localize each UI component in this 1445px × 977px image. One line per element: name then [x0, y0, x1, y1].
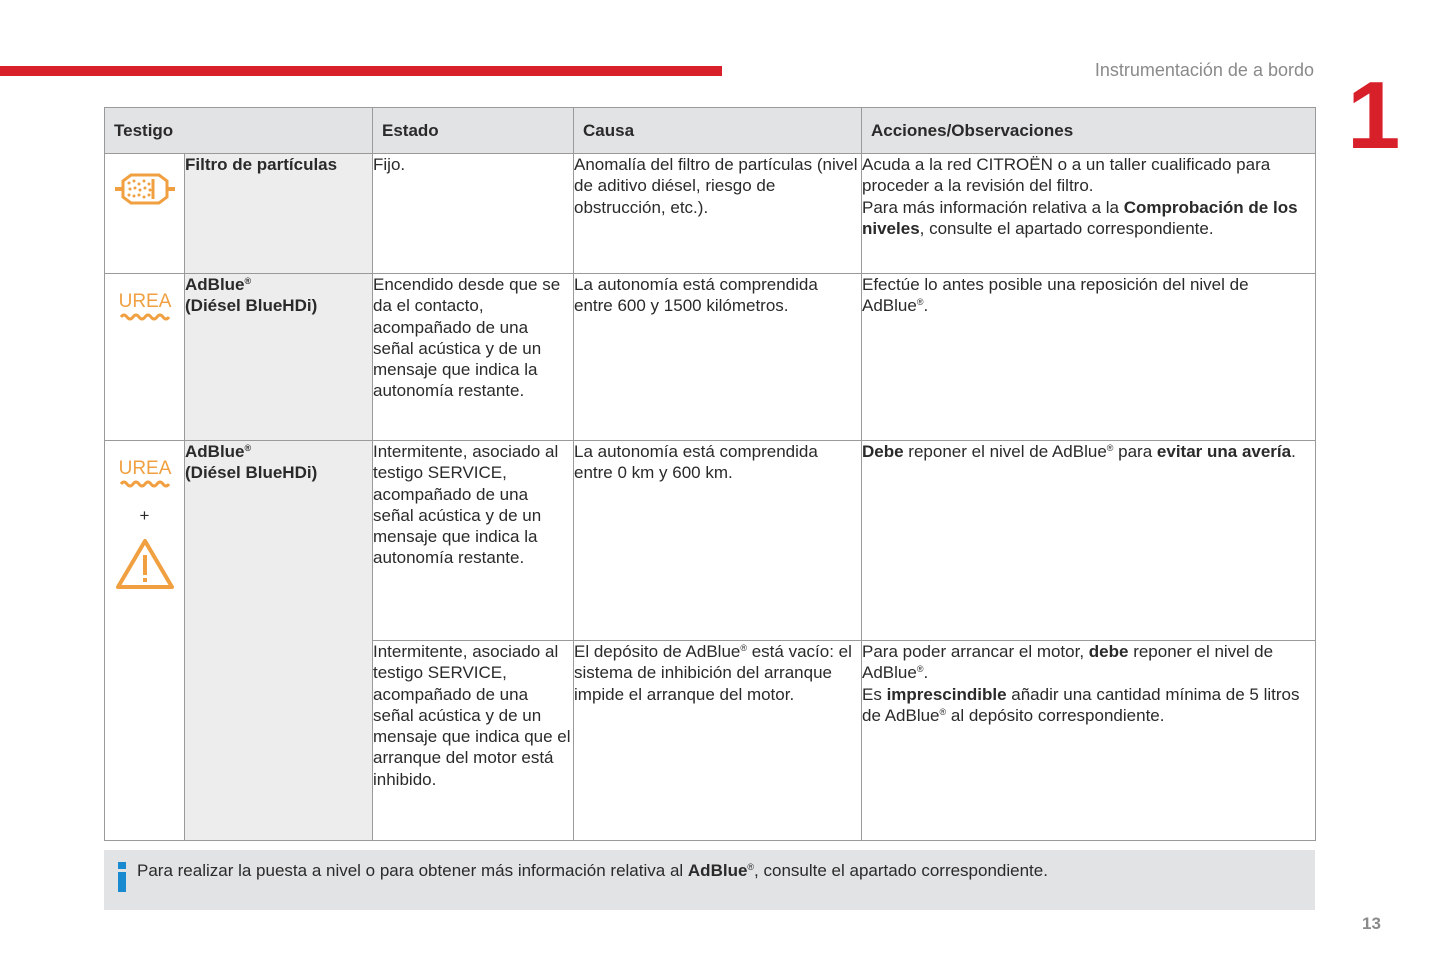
table-row [105, 154, 1316, 274]
acciones-text: Acuda a la red CITROËN o a un taller cualificado para proceder a la revisión del filtro. [862, 155, 1271, 196]
causa-cell: Anomalía del filtro de partículas (nivel de aditivo diésel, riesgo de obstrucción, etc.). [574, 154, 862, 274]
warning-lights-table [104, 107, 1316, 841]
acciones-cell [862, 154, 1316, 274]
header-acciones: Acciones/Observaciones [862, 108, 1316, 154]
table-row [105, 274, 1316, 441]
info-box [104, 850, 1315, 910]
urea-icon [117, 454, 173, 494]
estado-cell: Fijo. [373, 154, 574, 274]
acciones-cell: Debe reponer el nivel de AdBlue® para evitar una avería. [862, 441, 1316, 641]
light-name: AdBlue® (Diésel BlueHDi) [185, 441, 373, 841]
header-causa: Causa [574, 108, 862, 154]
warning-triangle-icon [114, 537, 176, 591]
header-red-bar [0, 66, 722, 76]
section-title: Instrumentación de a bordo [1094, 60, 1314, 80]
acciones-cell: Para poder arrancar el motor, debe reponer el nivel de AdBlue®. Es imprescindible añadir una cantidad mínima de 5 litros de AdBlue® al depósito correspondiente. [862, 641, 1316, 841]
header-testigo: Testigo [105, 108, 373, 154]
svg-text:UREA: UREA [118, 458, 171, 479]
light-name: AdBlue® (Diésel BlueHDi) [185, 274, 373, 441]
acciones-cell: Efectúe lo antes posible una reposición del nivel de AdBlue®. [862, 274, 1316, 441]
light-name: Filtro de partículas [185, 154, 373, 274]
particle-filter-icon [113, 169, 177, 209]
estado-cell: Intermitente, asociado al testigo SERVICE, acompañado de una señal acústica y de un mensaje que indica la autonomía restante. [373, 441, 574, 641]
causa-cell: El depósito de AdBlue® está vacío: el sistema de inhibición del arranque impide el arranque del motor. [574, 641, 862, 841]
table-row [105, 441, 1316, 641]
plus-sign: + [139, 506, 150, 526]
icon-cell [105, 441, 185, 841]
svg-text:UREA: UREA [118, 291, 171, 312]
icon-cell [105, 274, 185, 441]
estado-cell: Encendido desde que se da el contacto, acompañado de una señal acústica y de un mensaje que indica la autonomía restante. [373, 274, 574, 441]
page-number: 13 [1362, 914, 1381, 933]
info-text: Para realizar la puesta a nivel o para obtener más información relativa al AdBlue®, consulte el apartado correspondiente. [137, 861, 1048, 880]
acciones-text: Para más información relativa a la Comprobación de los niveles, consulte el apartado correspondiente. [862, 197, 1298, 238]
causa-cell: La autonomía está comprendida entre 0 km y 600 km. [574, 441, 862, 641]
table-header-row [105, 108, 1316, 154]
urea-icon [117, 287, 173, 327]
estado-cell: Intermitente, asociado al testigo SERVICE, acompañado de una señal acústica y de un mensaje que indica que el arranque del motor está inhibido. [373, 641, 574, 841]
info-icon [115, 862, 129, 892]
chapter-number: 1 [1347, 62, 1401, 169]
icon-cell [105, 154, 185, 274]
causa-cell: La autonomía está comprendida entre 600 y 1500 kilómetros. [574, 274, 862, 441]
header-estado: Estado [373, 108, 574, 154]
